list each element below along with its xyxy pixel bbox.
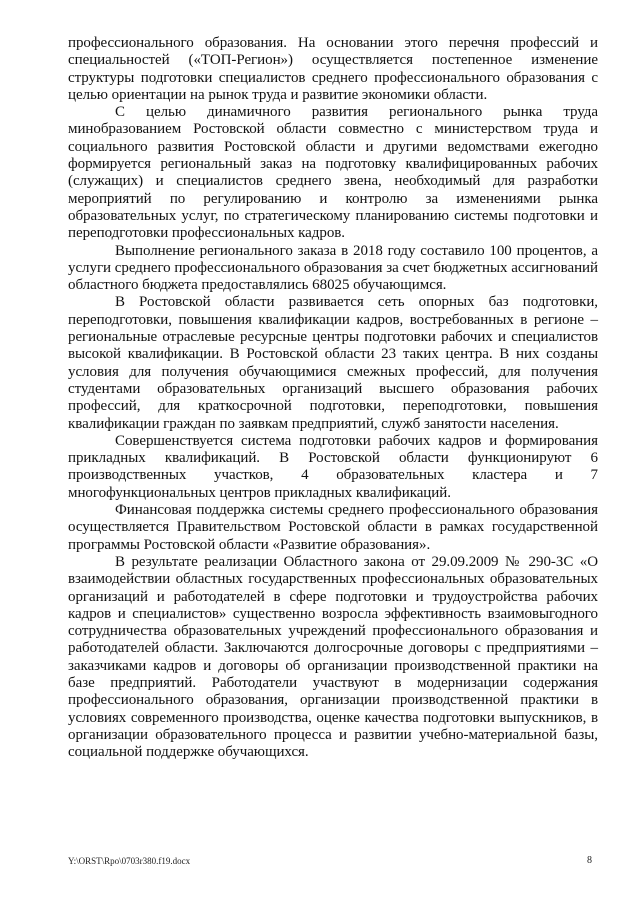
paragraph-order-fulfillment: Выполнение регионального заказа в 2018 году составило 100 процентов, а услуги среднего профессионального образования за счет бюджетных ассигнований областного бюджета предоставлялись 68025 обучающимся. bbox=[68, 242, 598, 294]
footer-file-path: Y:\ORST\Rpo\0703r380.f19.docx bbox=[68, 856, 191, 866]
paragraph-regional-law: В результате реализации Областного закона от 29.09.2009 № 290-ЗС «О взаимодействии областных государственных профессиональных образовательных организаций и работодателей в сфере подготовки и трудоустройства рабочих кадров и специалистов» существенно возросла эффективность взаимовыгодного сотрудничества образовательных учреждений профессионального образования и работодателей области. Заключаются долгосрочные договоры с предприятиями – заказчиками кадров и договоры об организации производственной практики на базе предприятий. Работодатели участвуют в модернизации содержания профессионального образования, организации производственной практики в условиях современного производства, оценке качества подготовки выпускников, в организации образовательного процесса и развитии учебно-материальной базы, социальной поддержке обучающихся. bbox=[68, 553, 598, 761]
paragraph-regional-order: С целью динамичного развития регионального рынка труда минобразованием Ростовской области совместно с министерством труда и социального развития Ростовской области и другими ведомствами ежегодно формируется региональный заказ на подготовку квалифицированных рабочих (служащих) и специалистов среднего звена, необходимый для разработки мероприятий по регулированию и контролю за изменениями рынка образовательных услуг, по стратегическому планированию системы подготовки и переподготовки профессиональных кадров. bbox=[68, 104, 598, 242]
paragraph-qualifications: Совершенствуется система подготовки рабочих кадров и формирования прикладных квалификаций. В Ростовской области функционируют 6 производственных участков, 4 образовательных кластера и 7 многофункциональных центров прикладных квалификаций. bbox=[68, 432, 598, 501]
paragraph-continuation: профессионального образования. На основании этого перечня профессий и специальностей («ТОП-Регион») осуществляется постепенное изменение структуры подготовки специалистов среднего профессионального образования с целью ориентации на рынок труда и развитие экономики области. bbox=[68, 35, 598, 103]
paragraph-resource-centers: В Ростовской области развивается сеть опорных баз подготовки, переподготовки, повышения квалификации кадров, востребованных в регионе – региональные отраслевые ресурсные центры подготовки рабочих и специалистов высокой квалификации. В Ростовской области 23 таких центра. В них созданы условия для получения обучающимися смежных профессий, для получения студентами образовательных организаций высшего образования рабочих профессий, для краткосрочной подготовки, переподготовки, повышения квалификации граждан по заявкам предприятий, служб занятости населения. bbox=[68, 294, 598, 432]
page-number: 8 bbox=[587, 855, 592, 866]
document-body bbox=[68, 35, 598, 761]
paragraph-financial-support: Финансовая поддержка системы среднего профессионального образования осуществляется Правительством Ростовской области в рамках государственной программы Ростовской области «Развитие образования». bbox=[68, 502, 598, 553]
